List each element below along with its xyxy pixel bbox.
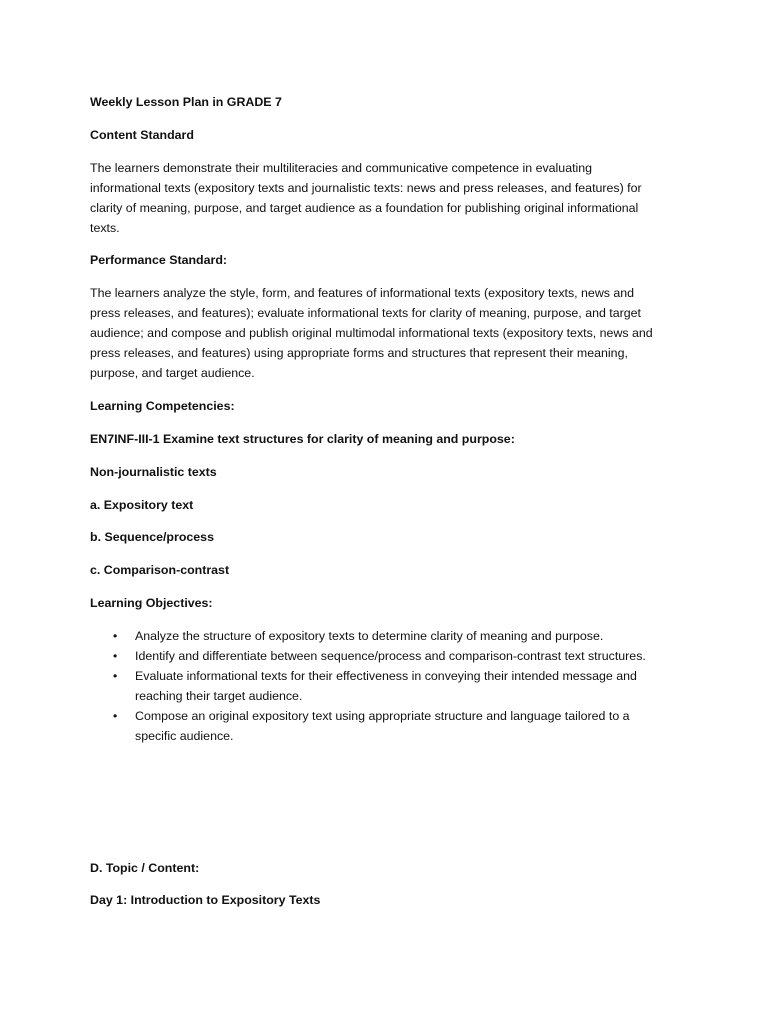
objective-text: Evaluate informational texts for their effectiveness in conveying their intended message and: [135, 669, 637, 683]
performance-standard-line: press releases, and features); evaluate informational texts for clarity of meaning, purpose, and target: [90, 306, 641, 320]
learning-objectives-list: [90, 626, 690, 746]
document-title: Weekly Lesson Plan in GRADE 7: [90, 95, 282, 109]
bullet-icon: •: [113, 649, 118, 663]
competency-item-a: a. Expository text: [90, 498, 194, 512]
topic-content-heading: D. Topic / Content:: [90, 861, 200, 875]
bullet-icon: •: [113, 669, 118, 683]
list-item: [90, 706, 690, 746]
performance-standard-line: purpose, and target audience.: [90, 366, 255, 380]
objective-text: Analyze the structure of expository texts to determine clarity of meaning and purpose.: [135, 629, 604, 643]
bullet-icon: •: [113, 709, 118, 723]
competency-code: EN7INF-III-1 Examine text structures for clarity of meaning and purpose:: [90, 432, 515, 446]
performance-standard-paragraph: [90, 283, 690, 383]
bullet-icon: •: [113, 629, 118, 643]
non-journalistic-heading: Non-journalistic texts: [90, 465, 217, 479]
learning-competencies-heading: Learning Competencies:: [90, 399, 235, 413]
content-standard-heading: Content Standard: [90, 128, 194, 142]
objective-text: specific audience.: [135, 729, 234, 743]
performance-standard-line: audience; and compose and publish original multimodal informational texts (expository texts, news and: [90, 326, 653, 340]
objective-text: Compose an original expository text using appropriate structure and language tailored to a: [135, 709, 630, 723]
content-standard-line: informational texts (expository texts and journalistic texts: news and press releases, and features) for: [90, 181, 642, 195]
list-item: [90, 626, 690, 646]
learning-objectives-heading: Learning Objectives:: [90, 596, 213, 610]
objective-text: reaching their target audience.: [135, 689, 303, 703]
content-standard-line: clarity of meaning, purpose, and target audience as a foundation for publishing original informational: [90, 201, 639, 215]
competency-item-b: b. Sequence/process: [90, 530, 214, 544]
content-standard-line: The learners demonstrate their multiliteracies and communicative competence in evaluating: [90, 161, 593, 175]
content-standard-line: texts.: [90, 221, 120, 235]
list-item: [90, 666, 690, 706]
day1-heading: Day 1: Introduction to Expository Texts: [90, 893, 321, 907]
content-standard-paragraph: [90, 158, 690, 238]
list-item: [90, 646, 690, 666]
performance-standard-line: press releases, and features) using appropriate forms and structures that represent their meaning,: [90, 346, 628, 360]
competency-item-c: c. Comparison-contrast: [90, 563, 230, 577]
performance-standard-heading: Performance Standard:: [90, 253, 228, 267]
objective-text: Identify and differentiate between sequence/process and comparison-contrast text structures.: [135, 649, 646, 663]
performance-standard-line: The learners analyze the style, form, and features of informational texts (expository texts, news and: [90, 286, 635, 300]
